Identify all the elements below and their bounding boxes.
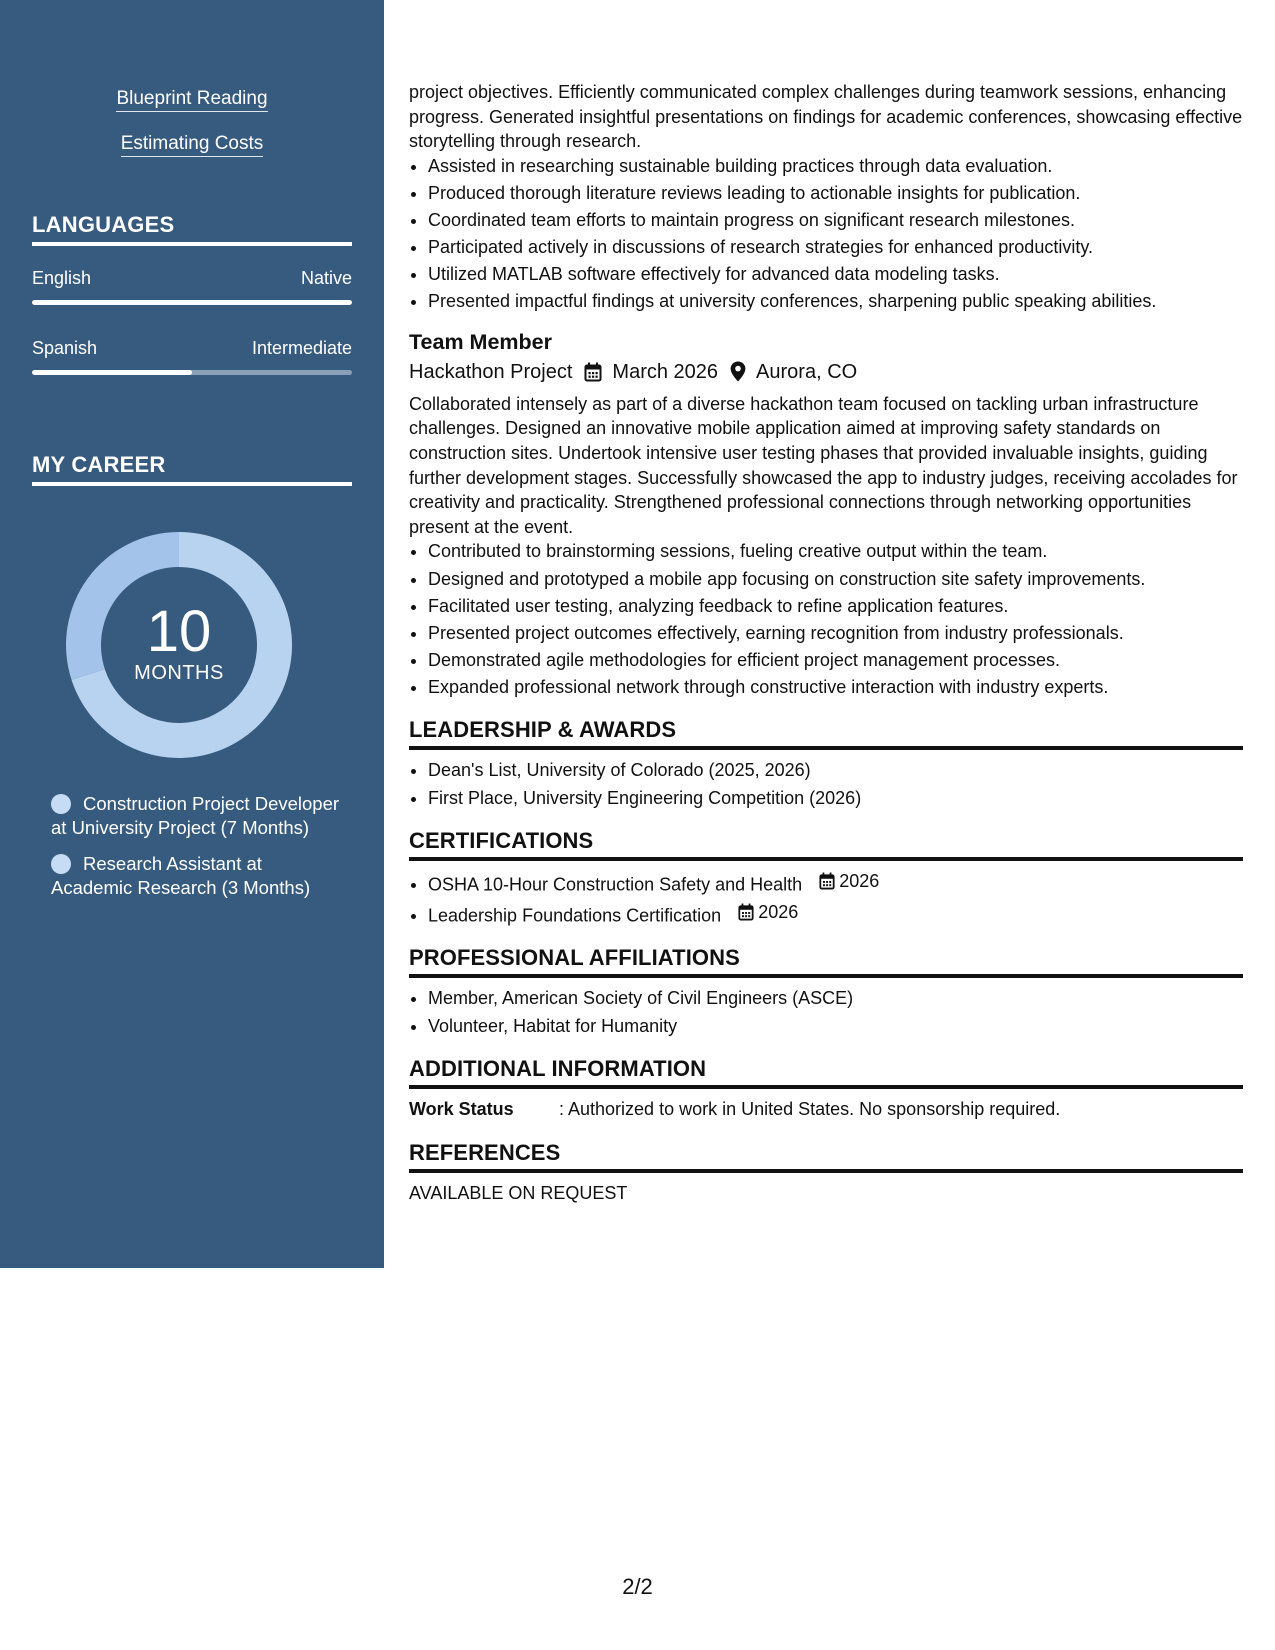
bullet-item: • Assisted in researching sustainable building practices through data evaluation. [428, 154, 1243, 179]
bullet-item: • Participated actively in discussions of research strategies for enhanced productivity. [428, 235, 1243, 260]
language-bar-fill [32, 370, 192, 375]
bullet-item: • Designed and prototyped a mobile app focusing on construction site safety improvements. [428, 567, 1243, 592]
bullet-item: • Expanded professional network through constructive interaction with industry experts. [428, 675, 1243, 700]
career-donut-center [66, 532, 292, 758]
job-location: Aurora, CO [756, 360, 858, 383]
calendar-icon [584, 362, 602, 382]
job-company: Hackathon Project [409, 360, 573, 383]
certification-item [428, 900, 1243, 928]
language-row-spanish [32, 338, 352, 359]
leadership-awards-heading: LEADERSHIP & AWARDS [409, 717, 1243, 750]
bullet-item: • Demonstrated agile methodologies for efficient project management processes. [428, 648, 1243, 673]
references-text: AVAILABLE ON REQUEST [409, 1182, 628, 1203]
language-level: Native [300, 268, 352, 288]
language-row-english [32, 268, 352, 289]
certification-name: OSHA 10-Hour Construction Safety and Health [428, 874, 803, 895]
calendar-icon [738, 903, 754, 921]
calendar-icon [819, 872, 835, 890]
certification-year: 2026 [839, 871, 880, 892]
location-pin-icon [730, 361, 746, 382]
sidebar [0, 0, 384, 1268]
bullet-item: • Presented project outcomes effectively, earning recognition from industry professionals. [428, 621, 1243, 646]
career-dot-icon [51, 854, 71, 874]
skill-label[interactable]: Estimating Costs [121, 133, 264, 157]
references-heading: REFERENCES [409, 1140, 1243, 1173]
job-title: Team Member [409, 329, 552, 354]
career-item-text: Research Assistant at Academic Research (3 Months) [51, 853, 311, 898]
career-item [51, 792, 341, 840]
certification-date [738, 900, 798, 925]
languages-heading: LANGUAGES [32, 212, 352, 246]
skill-estimating-costs[interactable] [0, 133, 384, 155]
bullet-item: • Facilitated user testing, analyzing feedback to refine application features. [428, 594, 1243, 619]
career-total-unit: MONTHS [134, 661, 224, 684]
career-item [51, 852, 341, 900]
career-total-number: 10 [146, 598, 212, 664]
bullet-item: • Contributed to brainstorming sessions, fueling creative output within the team. [428, 539, 1243, 564]
leadership-list [409, 758, 1243, 810]
main-content [409, 80, 1243, 1205]
bullet-item: • Produced thorough literature reviews leading to actionable insights for publication. [428, 181, 1243, 206]
language-bar-fill [32, 300, 352, 305]
affiliations-list [409, 986, 1243, 1038]
additional-info-heading: ADDITIONAL INFORMATION [409, 1056, 1243, 1089]
career-item-text: Construction Project Developer at University Project (7 Months) [51, 793, 340, 838]
affiliations-heading: PROFESSIONAL AFFILIATIONS [409, 945, 1243, 978]
certifications-list [409, 869, 1243, 927]
language-bar-spanish [32, 370, 352, 375]
job-date: March 2026 [612, 360, 719, 383]
bullet-item: • Member, American Society of Civil Engineers (ASCE) [428, 986, 1243, 1011]
certifications-heading: CERTIFICATIONS [409, 828, 1243, 861]
language-name: Spanish [32, 338, 98, 358]
certification-date [819, 869, 879, 894]
skill-blueprint-reading[interactable] [0, 88, 384, 110]
bullet-item: • First Place, University Engineering Competition (2026) [428, 786, 1243, 811]
language-name: English [32, 268, 92, 288]
bullet-item: • Presented impactful findings at university conferences, sharpening public speaking abilities. [428, 289, 1243, 314]
bullet-item: • Coordinated team efforts to maintain progress on significant research milestones. [428, 208, 1243, 233]
certification-item [428, 869, 1243, 897]
work-status-value: : Authorized to work in United States. No sponsorship required. [559, 1099, 1061, 1120]
career-list [51, 792, 341, 912]
career-dot-icon [51, 794, 71, 814]
job-bullets [409, 539, 1243, 699]
certification-year: 2026 [758, 901, 799, 922]
bullet-item: • Dean's List, University of Colorado (2025, 2026) [428, 758, 1243, 783]
skill-label[interactable]: Blueprint Reading [116, 88, 267, 112]
work-status-label: Work Status [409, 1099, 514, 1120]
job-meta [409, 358, 1243, 386]
language-level: Intermediate [251, 338, 352, 358]
experience-continued-paragraph: project objectives. Efficiently communicated complex challenges during teamwork sessions, enhancing progress. Generated insightful presentations on findings for academic conferences, showcasing effective storytelling through research. [409, 82, 1243, 152]
certification-name: Leadership Foundations Certification [428, 904, 722, 925]
bullet-item: • Volunteer, Habitat for Humanity [428, 1014, 1243, 1039]
career-heading: MY CAREER [32, 452, 352, 486]
job-description: Collaborated intensely as part of a diverse hackathon team focused on tackling urban infrastructure challenges. Designed an innovative mobile application aimed at improving safety standards on construction sites. Undertook intensive user testing phases that provided invaluable insights, guiding further development stages. Successfully showcased the app to industry judges, receiving accolades for creativity and practicality. Strengthened professional connections through networking opportunities present at the event. [409, 393, 1238, 537]
language-bar-english [32, 300, 352, 305]
page-number: 2/2 [622, 1574, 653, 1599]
career-donut-chart [66, 532, 292, 758]
work-status-row [409, 1097, 1243, 1122]
experience-bullets [409, 154, 1243, 314]
bullet-item: • Utilized MATLAB software effectively for advanced data modeling tasks. [428, 262, 1243, 287]
